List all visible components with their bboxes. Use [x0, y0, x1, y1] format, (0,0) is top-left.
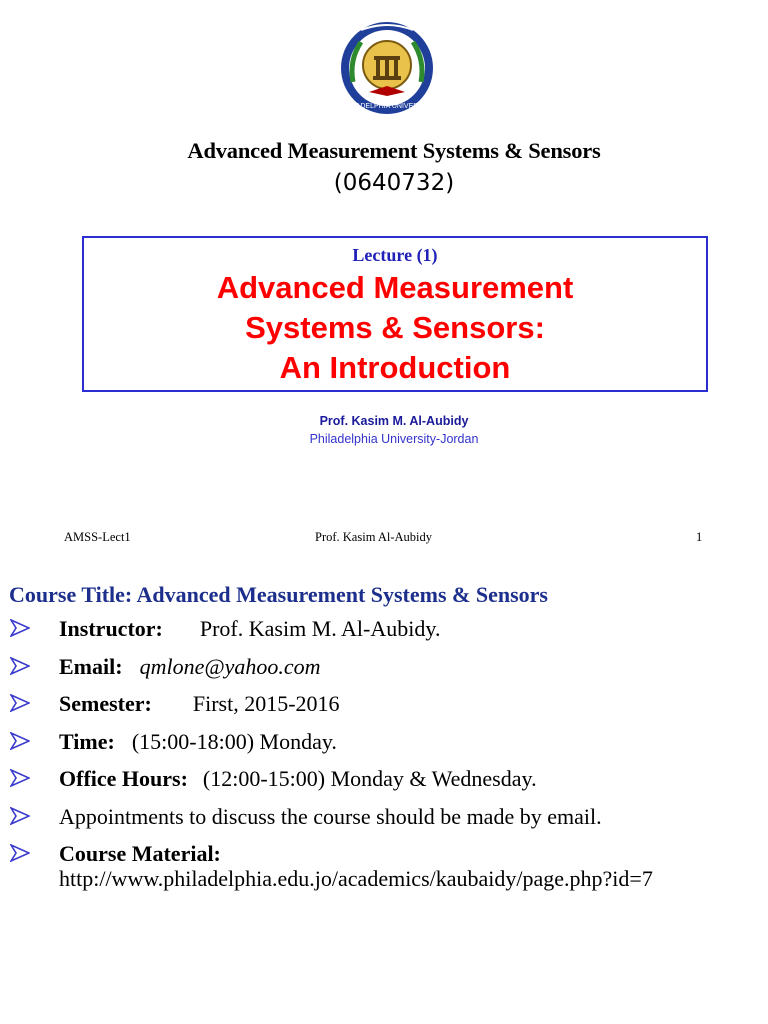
office-hours-value: (12:00-15:00) Monday & Wednesday.: [202, 766, 537, 791]
lecture-title-line: Systems & Sensors:: [245, 310, 545, 345]
course-info-list: [0, 616, 768, 879]
lecture-title-line: Advanced Measurement: [216, 270, 574, 305]
course-material-link[interactable]: http://www.philadelphia.edu.jo/academics/kaubaidy/page.php?id=7: [59, 866, 653, 891]
time-label: Time:: [59, 728, 115, 754]
arrow-bullet-icon: [10, 694, 30, 712]
lecture-box: [82, 236, 708, 392]
appointments-text: Appointments to discuss the course should be made by email.: [59, 803, 602, 829]
arrow-bullet-icon: [10, 844, 30, 862]
list-item: [0, 616, 768, 654]
email-label: Email:: [59, 653, 123, 679]
arrow-bullet-icon: [10, 769, 30, 787]
lecture-label: Lecture (1): [352, 245, 438, 265]
semester-label: Semester:: [59, 691, 152, 716]
list-item: [0, 691, 768, 729]
list-item: [0, 654, 768, 692]
semester-value: First, 2015-2016: [192, 691, 340, 716]
footer-course-code: AMSS-Lect1: [64, 530, 131, 544]
course-material-label: Course Material:: [59, 841, 221, 866]
course-code: (0640732): [333, 170, 455, 196]
lecture-title-line: An Introduction: [279, 350, 511, 385]
time-value: (15:00-18:00) Monday.: [131, 728, 337, 754]
course-title-heading: [9, 582, 548, 608]
course-title: Advanced Measurement Systems & Sensors: [187, 138, 601, 163]
footer-page-number: 1: [696, 530, 703, 544]
arrow-bullet-icon: [10, 807, 30, 825]
office-hours-label: Office Hours:: [59, 766, 188, 791]
lecture-title: [84, 268, 706, 388]
university-logo-icon: [339, 20, 435, 116]
arrow-bullet-icon: [10, 619, 30, 637]
author-affiliation: Philadelphia University-Jordan: [309, 432, 479, 446]
list-item: [0, 766, 768, 804]
instructor-label: Instructor:: [59, 616, 163, 641]
course-info-slide: [0, 560, 768, 1024]
list-item: [0, 804, 768, 842]
list-item: [0, 729, 768, 767]
email-link[interactable]: qmlone@yahoo.com: [139, 653, 321, 679]
course-title-value: Advanced Measurement Systems & Sensors: [136, 582, 548, 607]
author-name: Prof. Kasim M. Al-Aubidy: [319, 414, 469, 428]
course-title-label: Course Title:: [9, 582, 133, 607]
logo-text: PHILADELPHIA UNIVERSITY: [340, 103, 434, 110]
arrow-bullet-icon: [10, 732, 30, 750]
footer-author: Prof. Kasim Al-Aubidy: [315, 530, 433, 544]
instructor-value: Prof. Kasim M. Al-Aubidy.: [199, 616, 441, 641]
arrow-bullet-icon: [10, 657, 30, 675]
